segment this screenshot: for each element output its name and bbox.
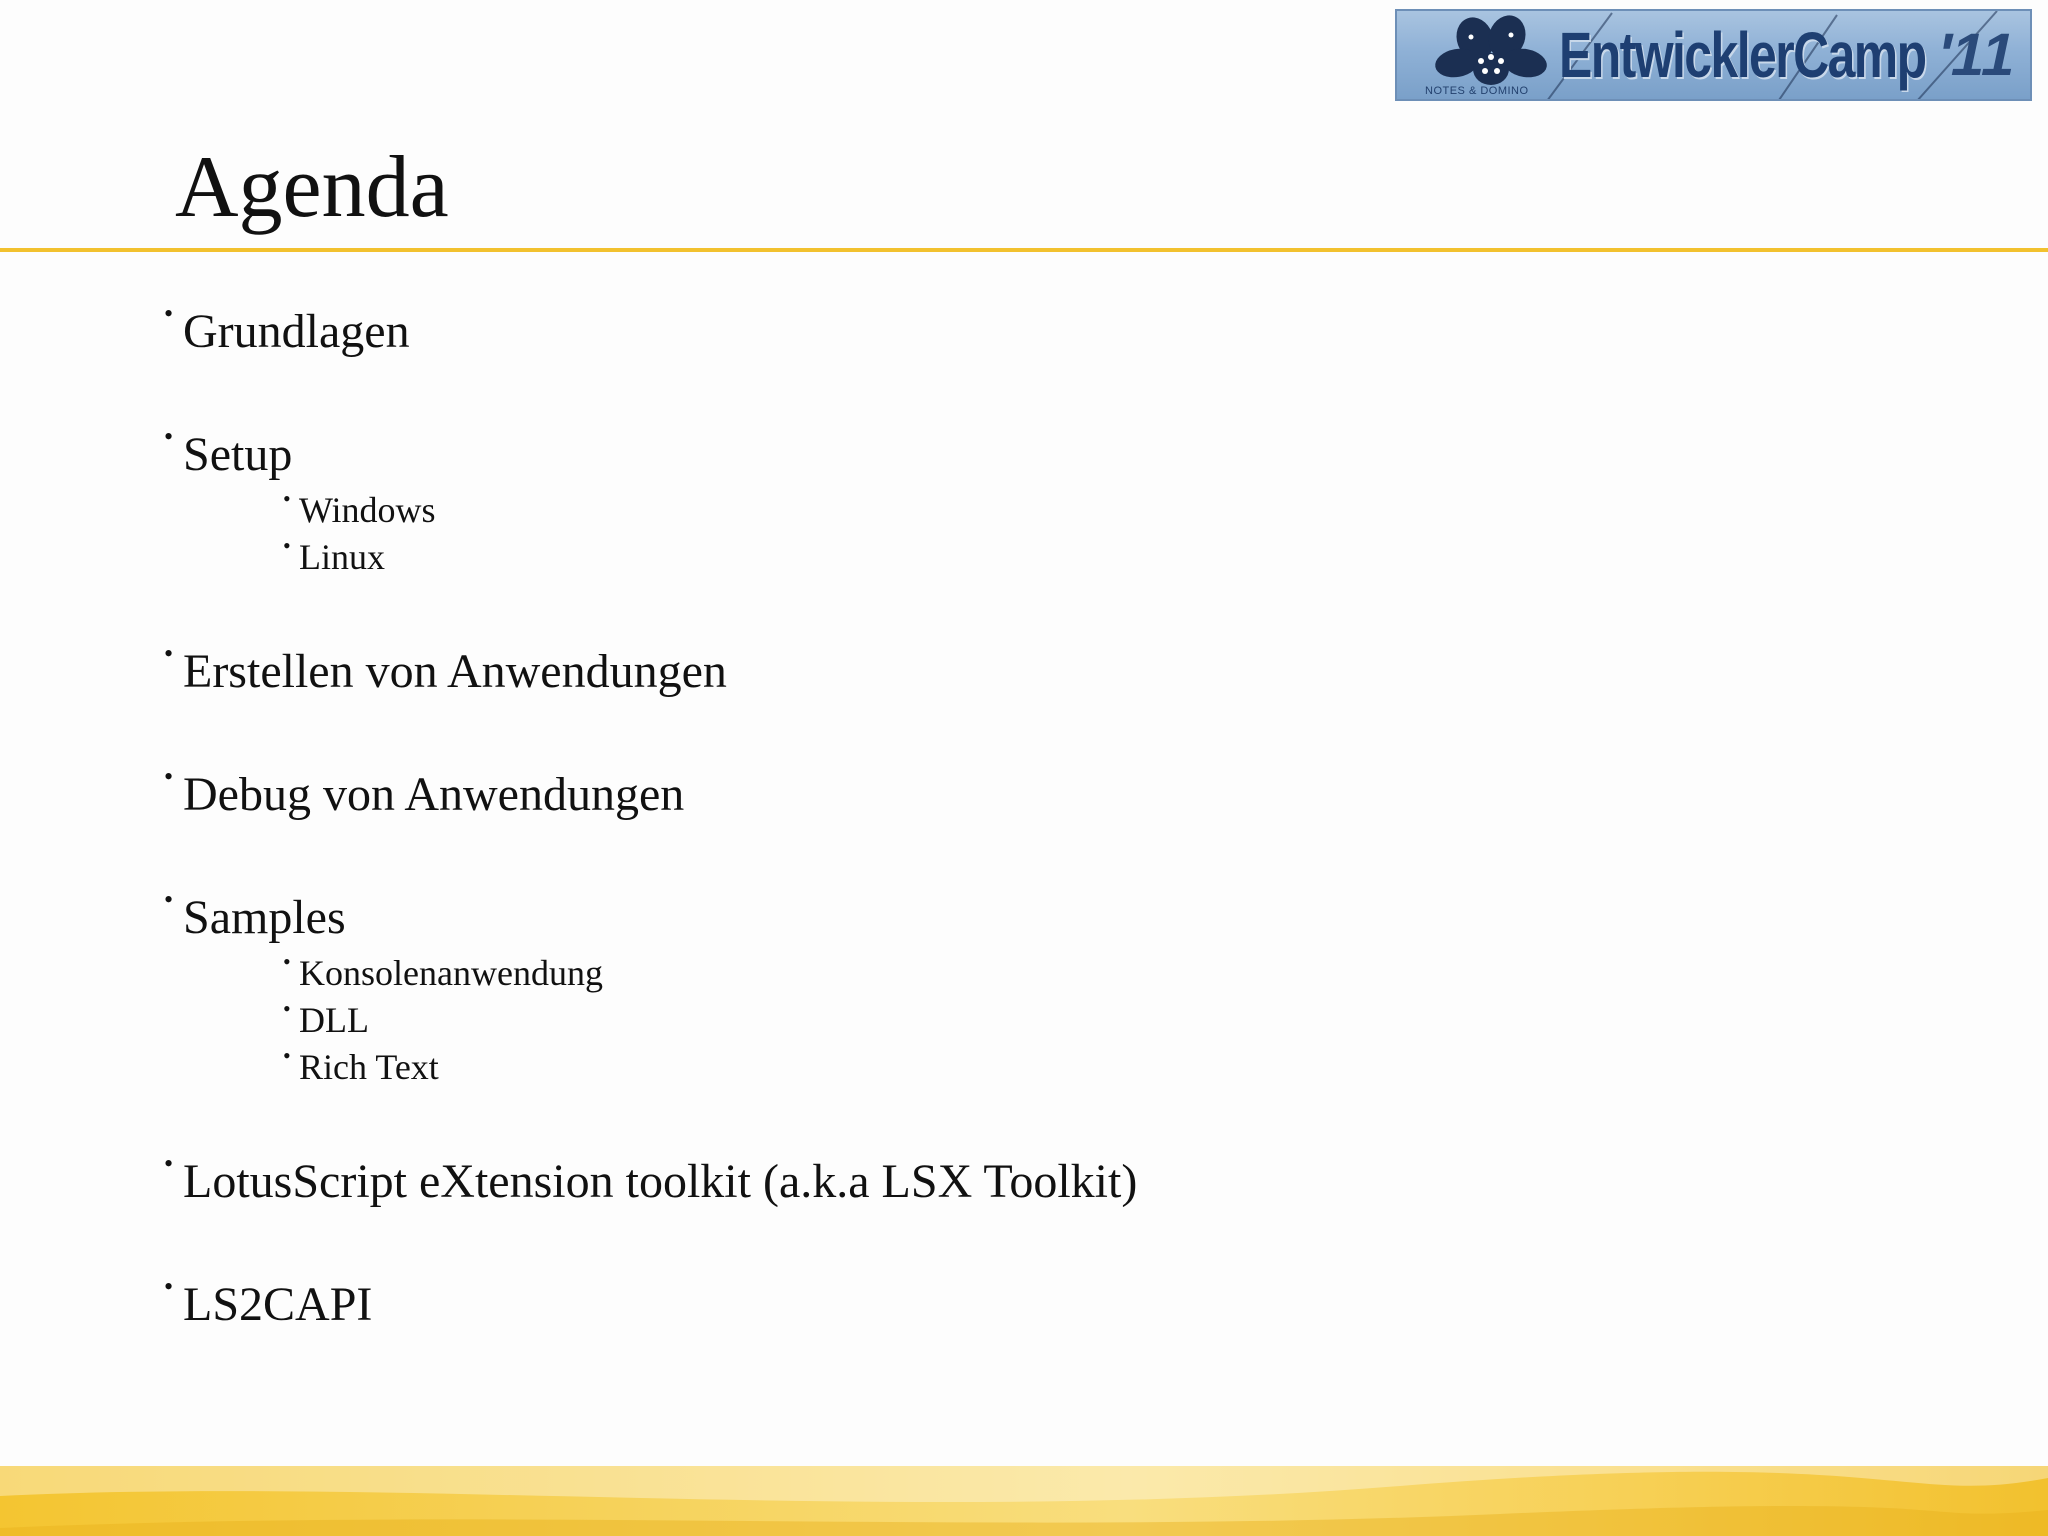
logo-wordmark: EntwicklerCamp bbox=[1559, 19, 1926, 91]
agenda-item-label: LotusScript eXtension toolkit (a.k.a LSX Toolkit) bbox=[183, 1155, 1138, 1208]
agenda-subitem bbox=[283, 1044, 1137, 1091]
bullet-icon: • bbox=[164, 762, 174, 791]
agenda-subitem-label: Windows bbox=[299, 490, 436, 530]
bullet-icon: • bbox=[283, 486, 291, 511]
bullet-icon: • bbox=[283, 996, 291, 1021]
logo-tagline: NOTES & DOMINO bbox=[1425, 85, 1529, 97]
footer-swoosh-graphic bbox=[0, 1466, 2048, 1536]
footer-decoration bbox=[0, 1466, 2048, 1536]
agenda-subitem-label: DLL bbox=[299, 1000, 369, 1040]
agenda-item bbox=[164, 423, 1137, 581]
agenda-item-label: Grundlagen bbox=[183, 305, 410, 358]
bullet-icon: • bbox=[164, 1149, 174, 1178]
agenda-sublist bbox=[183, 487, 1137, 581]
entwicklercamp-logo bbox=[1395, 9, 2032, 101]
logo-year: '11 bbox=[1931, 21, 2024, 88]
agenda-item-label: LS2CAPI bbox=[183, 1278, 373, 1331]
bullet-icon: • bbox=[164, 1272, 174, 1301]
agenda-subitem-label: Linux bbox=[299, 537, 385, 577]
agenda-subitem-label: Rich Text bbox=[299, 1047, 439, 1087]
bullet-icon: • bbox=[283, 949, 291, 974]
agenda-item bbox=[164, 300, 1137, 364]
title-divider bbox=[0, 248, 2048, 252]
agenda-subitem bbox=[283, 997, 1137, 1044]
bullet-icon: • bbox=[164, 299, 174, 328]
bullet-icon: • bbox=[164, 885, 174, 914]
agenda-item bbox=[164, 763, 1137, 827]
slide-title: Agenda bbox=[175, 139, 449, 236]
agenda-item bbox=[164, 1150, 1137, 1214]
bullet-icon: • bbox=[283, 533, 291, 558]
agenda-list bbox=[164, 300, 1137, 1337]
agenda-subitem-label: Konsolenanwendung bbox=[299, 953, 603, 993]
agenda-item-label: Samples bbox=[183, 891, 346, 944]
agenda-subitem bbox=[283, 487, 1137, 534]
agenda-item bbox=[164, 1273, 1137, 1337]
bullet-icon: • bbox=[164, 422, 174, 451]
agenda-subitem bbox=[283, 534, 1137, 581]
agenda-item-label: Setup bbox=[183, 428, 293, 481]
agenda-item bbox=[164, 640, 1137, 704]
bullet-icon: • bbox=[283, 1043, 291, 1068]
agenda-subitem bbox=[283, 950, 1137, 997]
agenda-item-label: Erstellen von Anwendungen bbox=[183, 645, 727, 698]
agenda-item-label: Debug von Anwendungen bbox=[183, 768, 685, 821]
agenda-item bbox=[164, 886, 1137, 1091]
bullet-icon: • bbox=[164, 639, 174, 668]
agenda-sublist bbox=[183, 950, 1137, 1091]
